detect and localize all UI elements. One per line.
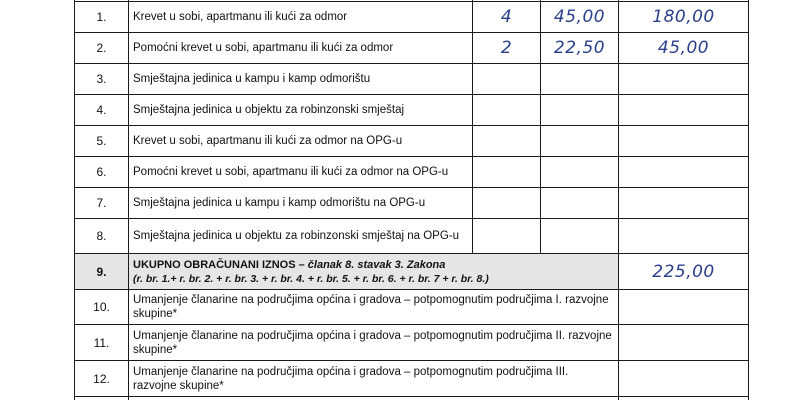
quantity-cell <box>473 2 541 33</box>
handwritten-price: 22,50 <box>553 38 606 58</box>
row-number: 12. <box>75 361 129 397</box>
total-cell <box>619 219 749 254</box>
quantity-cell <box>473 188 541 219</box>
handwritten-total: 45,00 <box>657 38 710 58</box>
row-description: Krevet u sobi, apartmanu ili kući za odmor na OPG-u <box>129 126 473 157</box>
table-row-4 <box>75 95 749 126</box>
price-cell <box>541 2 619 33</box>
table-row-12 <box>75 361 749 397</box>
table-row-8 <box>75 219 749 254</box>
quantity-cell <box>473 219 541 254</box>
price-cell <box>541 33 619 64</box>
price-cell <box>541 157 619 188</box>
row-description: Smještajna jedinica u objektu za robinzonski smještaj <box>129 95 473 126</box>
row-description: Smještajna jedinica u kampu i kamp odmorištu <box>129 64 473 95</box>
total-cell <box>619 290 749 325</box>
total-cell <box>619 95 749 126</box>
row-number: 8. <box>75 219 129 254</box>
table-row-2 <box>75 33 749 64</box>
table-row-7 <box>75 188 749 219</box>
total-cell <box>619 157 749 188</box>
row-description: Pomoćni krevet u sobi, apartmanu ili kući za odmor <box>129 33 473 64</box>
price-cell <box>541 126 619 157</box>
table-row-11 <box>75 325 749 361</box>
handwritten-price: 45,00 <box>553 7 606 27</box>
table-row-10 <box>75 290 749 325</box>
row-number: 1. <box>75 2 129 33</box>
price-cell <box>541 64 619 95</box>
row-number: 9. <box>75 254 129 290</box>
total-cell <box>619 126 749 157</box>
table-row-3 <box>75 64 749 95</box>
price-cell <box>541 219 619 254</box>
total-label-article: – članak 8. stavak 3. Zakona <box>295 258 446 271</box>
row-number: 6. <box>75 157 129 188</box>
total-cell <box>619 2 749 33</box>
quantity-cell <box>473 95 541 126</box>
total-cell <box>619 188 749 219</box>
row-number: 7. <box>75 188 129 219</box>
table-row-5 <box>75 126 749 157</box>
row-number: 2. <box>75 33 129 64</box>
membership-fee-table <box>74 0 749 400</box>
handwritten-total: 180,00 <box>652 7 715 27</box>
row-description: Krevet u sobi, apartmanu ili kući za odmor <box>129 2 473 33</box>
handwritten-quantity: 2 <box>500 38 513 58</box>
total-label <box>133 258 614 272</box>
row-description: Umanjenje članarine na područjima općina i gradova – potpomognutim područjima III. razvojne skupine* <box>129 361 619 397</box>
total-cell <box>619 361 749 397</box>
total-cell <box>619 325 749 361</box>
total-cell <box>619 64 749 95</box>
total-label-bold: UKUPNO OBRAČUNANI IZNOS <box>133 258 296 271</box>
quantity-cell <box>473 126 541 157</box>
price-cell <box>541 188 619 219</box>
price-cell <box>541 95 619 126</box>
handwritten-quantity: 4 <box>500 7 513 27</box>
total-amount-cell <box>619 254 749 290</box>
row-number: 11. <box>75 325 129 361</box>
table-row-total <box>75 254 749 290</box>
row-number: 3. <box>75 64 129 95</box>
table-row-6 <box>75 157 749 188</box>
quantity-cell <box>473 157 541 188</box>
row-number: 5. <box>75 126 129 157</box>
row-number: 10. <box>75 290 129 325</box>
row-description: Smještajna jedinica u objektu za robinzonski smještaj na OPG-u <box>129 219 473 254</box>
row-description: Pomoćni krevet u sobi, apartmanu ili kući za odmor na OPG-u <box>129 157 473 188</box>
total-cell <box>619 33 749 64</box>
table-row-1 <box>75 2 749 33</box>
total-formula: (r. br. 1.+ r. br. 2. + r. br. 3. + r. br. 4. + r. br. 5. + r. br. 6. + r. br. 7 + r. br. 8.) <box>133 272 489 285</box>
row-description: Umanjenje članarine na područjima općina i gradova – potpomognutim područjima I. razvojne skupine* <box>129 290 619 325</box>
handwritten-grand-total: 225,00 <box>652 261 715 282</box>
quantity-cell <box>473 64 541 95</box>
quantity-cell <box>473 33 541 64</box>
total-description <box>129 254 619 290</box>
table-row-partial-bottom <box>75 397 749 400</box>
row-description: Umanjenje članarine na područjima općina i gradova – potpomognutim područjima II. razvojne skupine* <box>129 325 619 361</box>
row-description: Smještajna jedinica u kampu i kamp odmorištu na OPG-u <box>129 188 473 219</box>
row-number: 4. <box>75 95 129 126</box>
